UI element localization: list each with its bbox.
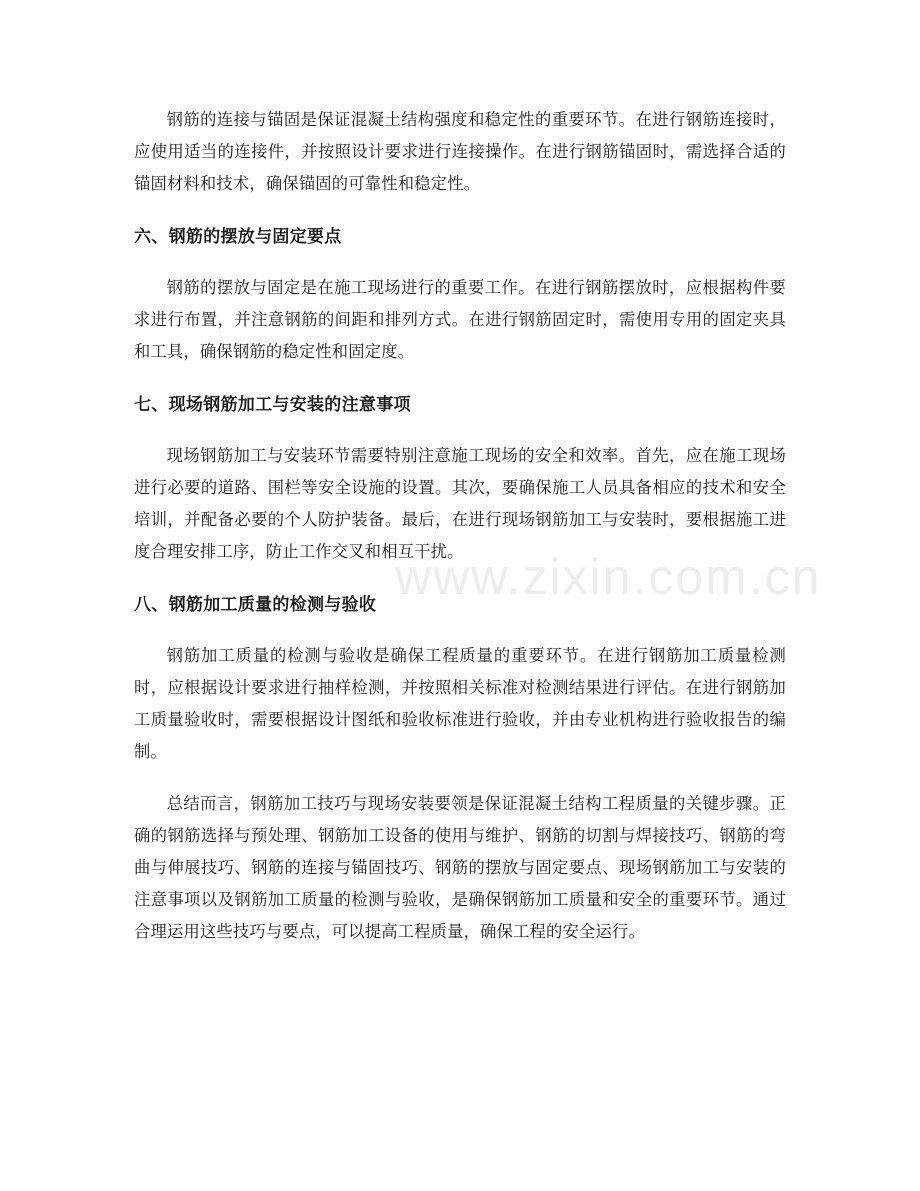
section-heading-6: 六、钢筋的摆放与固定要点 [134,227,342,247]
paragraph-inspection: 钢筋加工质量的检测与验收是确保工程质量的重要环节。在进行钢筋加工质量检测时，应根据设计要求进行抽样检测，并按照相关标准对检测结果进行评估。在进行钢筋加工质量验收时，需要根据设计图纸和验收标准进行验收，并由专业机构进行验收报告的编制。 [134,646,786,761]
document-body [134,104,786,948]
watermark: www.zixin.com.cn [395,549,822,605]
paragraph-anchoring: 钢筋的连接与锚固是保证混凝土结构强度和稳定性的重要环节。在进行钢筋连接时，应使用适当的连接件，并按照设计要求进行连接操作。在进行钢筋锚固时，需选择合适的锚固材料和技术，确保锚固的可靠性和稳定性。 [134,110,786,193]
paragraph-summary: 总结而言，钢筋加工技巧与现场安装要领是保证混凝土结构工程质量的关键步骤。正确的钢筋选择与预处理、钢筋加工设备的使用与维护、钢筋的切割与焊接技巧、钢筋的弯曲与伸展技巧、钢筋的连接与锚固技巧、钢筋的摆放与固定要点、现场钢筋加工与安装的注意事项以及钢筋加工质量的检测与验收，是确保钢筋加工质量和安全的重要环节。通过合理运用这些技巧与要点，可以提高工程质量，确保工程的安全运行。 [134,794,786,941]
paragraph-placement: 钢筋的摆放与固定是在施工现场进行的重要工作。在进行钢筋摆放时，应根据构件要求进行布置，并注意钢筋的间距和排列方式。在进行钢筋固定时，需使用专用的固定夹具和工具，确保钢筋的稳定性和固定度。 [134,278,786,361]
paragraph-onsite: 现场钢筋加工与安装环节需要特别注意施工现场的安全和效率。首先，应在施工现场进行必要的道路、围栏等安全设施的设置。其次，要确保施工人员具备相应的技术和安全培训，并配备必要的个人防护装备。最后，在进行现场钢筋加工与安装时，要根据施工进度合理安排工序，防止工作交叉和相互干扰。 [134,446,786,561]
section-heading-8: 八、钢筋加工质量的检测与验收 [134,595,377,615]
section-heading-7: 七、现场钢筋加工与安装的注意事项 [134,395,411,415]
